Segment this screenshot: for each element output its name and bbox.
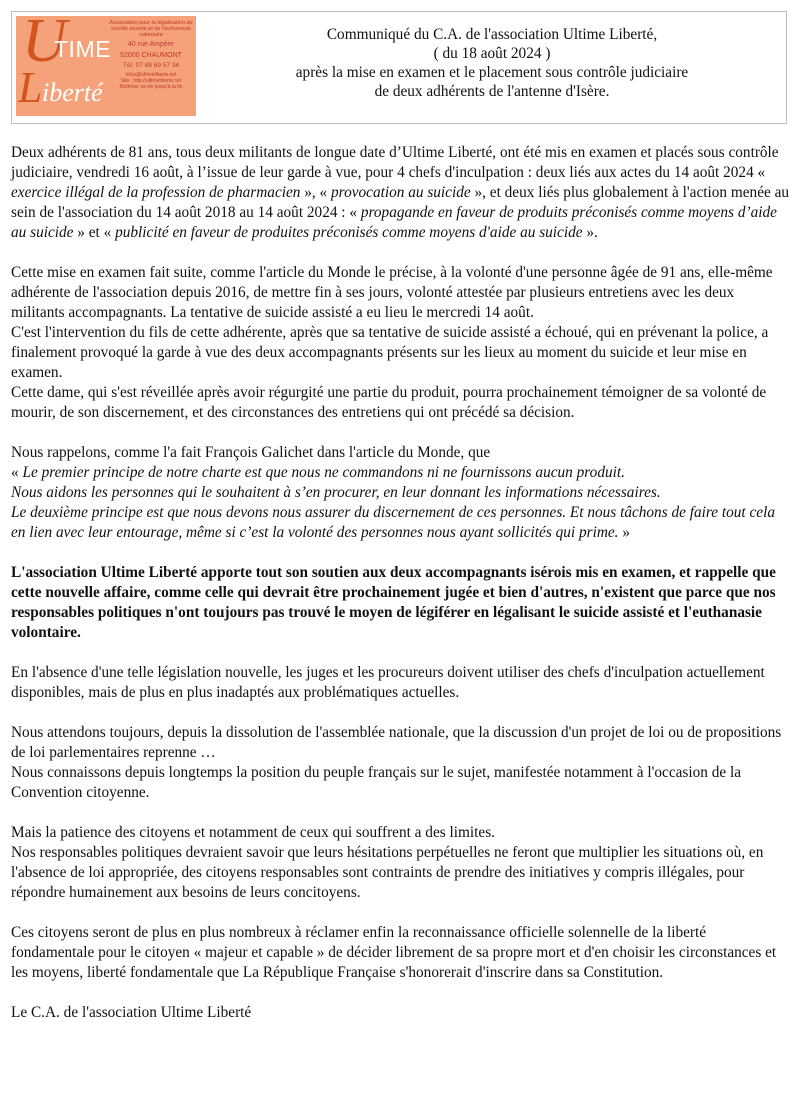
title-line-3: après la mise en examen et le placement sous contrôle judiciaire bbox=[295, 64, 689, 81]
quote-line: Le deuxième principe est que nous devons nous assurer du discernement de ces personnes. Et nous tâchons de faire tout cela en lien avec leur entourage, même si c’est la volonté des personnes nous ayant sollicités qui prime. bbox=[11, 504, 775, 541]
paragraph-support-statement: L'association Ultime Liberté apporte tout son soutien aux deux accompagnants isérois mis en examen, et rappelle que cette nouvelle affaire, comme celle qui devrait être prochainement jugée et bien d'autres, n'existent que parce que nos responsables politiques n'ont toujours pas trouvé le moyen de légiférer en légalisant le suicide assisté et l'euthanasie volontaire. bbox=[11, 564, 776, 641]
paragraph-context: Cette mise en examen fait suite, comme l'article du Monde le précise, à la volonté d'une personne âgée de 91 ans, elle-même adhérente de l'association depuis 2016, de mettre fin à ses jours, volonté attestée par plusieurs entretiens avec les deux militants accompagnants. La tentative de suicide assisté a eu lieu le mercredi 14 août. bbox=[11, 264, 773, 321]
quote-line: Le premier principe de notre charte est que nous ne commandons ni ne fournissons aucun produit. bbox=[22, 464, 625, 481]
paragraph-intervention: C'est l'intervention du fils de cette adhérente, après que sa tentative de suicide assisté a échoué, qui en prévenant la police, a finalement provoqué la garde à vue des deux accompagnants présents sur les lieux au moment du suicide et leur mise en examen. bbox=[11, 324, 769, 381]
paragraph-convention: Nous connaissons depuis longtemps la position du peuple français sur le sujet, manifestée notamment à l'occasion de la Convention citoyenne. bbox=[11, 764, 742, 801]
paragraph-patience: Mais la patience des citoyens et notamment de ceux qui souffrent a des limites. bbox=[11, 824, 495, 841]
paragraph-conclusion: Ces citoyens seront de plus en plus nombreux à réclamer enfin la reconnaissance officielle solennelle de la liberté fondamentale pour le citoyen « majeur et capable » de décider librement de sa propre mort et d'en choisir les circonstances et les moyens, liberté fondamentale que La République Française s'honorerait d'inscrire dans sa Constitution. bbox=[11, 924, 777, 981]
logo-address-street: 40 rue Ampère bbox=[128, 41, 174, 48]
paragraph-reminder: Nous rappelons, comme l'a fait François Galichet dans l'article du Monde, que bbox=[11, 444, 491, 461]
charge-propagande: propagande en faveur de produits préconisés comme moyens d’aide au suicide bbox=[11, 204, 777, 241]
paragraph-legislation: En l'absence d'une telle législation nouvelle, les juges et les procureurs doivent utiliser des chefs d'inculpation actuellement disponibles, mais de plus en plus inadaptés aux problématiques actuelles. bbox=[11, 664, 765, 701]
communique-body bbox=[11, 143, 791, 1023]
quote-close: » bbox=[618, 524, 630, 541]
logo-website: Site : http://ultimeliberte.net bbox=[120, 78, 182, 84]
logo-description: Association pour la légalisation du suicide assisté et de l'euthanasie volontaire bbox=[109, 20, 193, 38]
text-span: », « bbox=[300, 184, 332, 201]
title-line-2: ( du 18 août 2024 ) bbox=[433, 45, 551, 62]
logo-contact-block bbox=[108, 20, 194, 90]
text-span: » et « bbox=[73, 224, 116, 241]
logo-letter-l: L bbox=[18, 63, 43, 112]
logo-word-time: TIME bbox=[54, 36, 111, 62]
text-span: », et deux liés plus globalement à l'action menée au sein de l'association du 14 août 2018 au 14 août 2024 : « bbox=[11, 184, 790, 221]
text-span: Deux adhérents de 81 ans, tous deux militants de longue date d’Ultime Liberté, ont été mis en examen et placés sous contrôle judiciaire, vendredi 16 août, à l’issue de leur garde à vue, pour 4 chefs d'inculpation : deux liés aux actes du 14 août 2024 « bbox=[11, 144, 779, 181]
paragraph-warning: Nos responsables politiques devraient savoir que leurs hésitations perpétuelles ne feront que multiplier les situations où, en l'absence de loi appropriée, des citoyens responsables sont contraints de prendre des initiatives y compris illégales, pour répondre humainement aux besoins de leurs concitoyens. bbox=[11, 844, 764, 901]
logo-motto: Maîtriser sa vie jusqu'à la fin bbox=[119, 84, 183, 90]
logo-telephone: Tél. 07 88 69 57 34 bbox=[122, 62, 179, 69]
signature: Le C.A. de l'association Ultime Liberté bbox=[11, 1004, 252, 1021]
charge-publicite: publicité en faveur de produites préconisés comme moyens d'aide au suicide bbox=[115, 224, 583, 241]
charge-provocation: provocation au suicide bbox=[331, 184, 471, 201]
title-line-4: de deux adhérents de l'antenne d'Isère. bbox=[374, 83, 610, 100]
text-span: ». bbox=[582, 224, 598, 241]
logo-address-city: 52000 CHAUMONT bbox=[120, 52, 182, 59]
charge-pharmacien: exercice illégal de la profession de pharmacien bbox=[11, 184, 301, 201]
paragraph-charges bbox=[11, 143, 791, 243]
header-box bbox=[11, 7, 787, 124]
ultime-liberte-logo bbox=[16, 7, 196, 116]
logo-word-iberte: iberté bbox=[42, 78, 103, 107]
title-line-1: Communiqué du C.A. de l'association Ultime Liberté, bbox=[326, 26, 658, 43]
paragraph-testimony: Cette dame, qui s'est réveillée après avoir régurgité une partie du produit, pourra prochainement témoigner de sa volonté de mourir, de son discernement, et des circonstances des entretiens qui ont précédé sa décision. bbox=[11, 384, 767, 421]
charter-quote bbox=[11, 463, 791, 543]
quote-line: Nous aidons les personnes qui le souhaitent à s’en procurer, en leur donnant les informations nécessaires. bbox=[11, 484, 661, 501]
logo-letter-u: U bbox=[22, 7, 67, 75]
logo-email: infos@ultimeliberte.net bbox=[125, 72, 177, 78]
quote-open: « bbox=[11, 464, 23, 481]
paragraph-waiting: Nous attendons toujours, depuis la dissolution de l'assemblée nationale, que la discussion d'un projet de loi ou de propositions de loi parlementaires reprenne … bbox=[11, 724, 782, 761]
communique-title bbox=[202, 25, 782, 101]
